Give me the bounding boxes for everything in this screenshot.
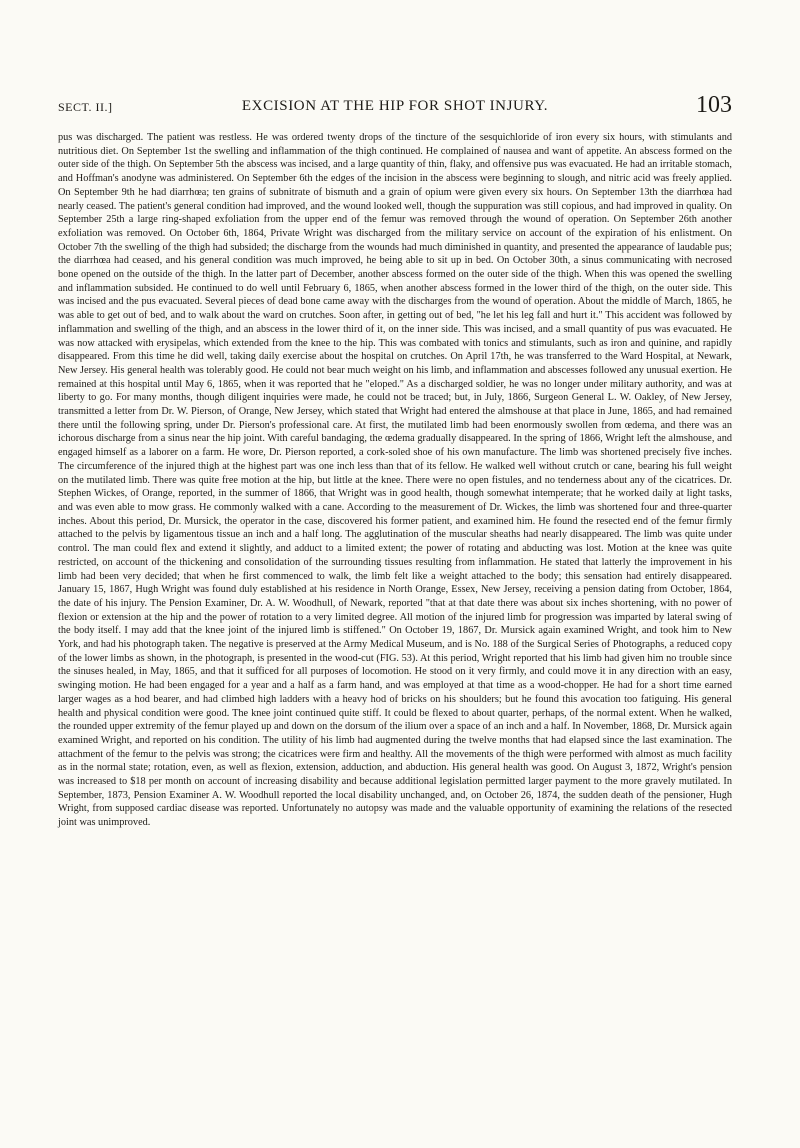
- running-header: [58, 93, 732, 117]
- section-label: SECT. II.]: [58, 100, 113, 114]
- page-running-title: EXCISION AT THE HIP FOR SHOT INJURY.: [241, 98, 549, 114]
- body-text: [58, 131, 732, 830]
- page-number: 103: [696, 92, 732, 118]
- body-paragraph: pus was discharged. The patient was restless. He was ordered twenty drops of the tincture of the sesquichloride of iron every six hours, with stimulants and nutritious diet. On September 1st the swelling and inflammation of the thigh continued. He complained of nausea and want of appetite. An abscess formed on the outer side of the thigh. On September 5th the abscess was incised, and a large quantity of thin, flaky, and offensive pus was evacuated. He had an irritable stomach, and Hoffman's anodyne was administered. On September 6th the edges of the incision in the abscess were beginning to slough, and nitric acid was freely applied. On September 9th he had diarrhœa; ten grains of subnitrate of bismuth and a grain of opium were given every six hours. On September 13th the diarrhœa had nearly ceased. The patient's general condition had improved, and the wound looked well, though the suppuration was still copious, and had improved in quality. On September 25th a large ring-shaped exfoliation from the upper end of the femur was removed through the wound of operation. On September 26th another exfoliation was removed. On October 6th, 1864, Private Wright was discharged from the military service on account of the expiration of his enlistment. On October 7th the swelling of the thigh had subsided; the discharge from the wounds had much diminished in quantity, and presented the appearance of laudable pus; the diarrhœa had ceased, and his general condition was much improved, he being able to sit up in bed. On October 30th, a sinus communicating with necrosed bone opened on the outside of the thigh. In the latter part of December, another abscess formed on the outer side of the thigh. When this was opened the swelling and inflammation subsided. He continued to do well until February 6, 1865, when another abscess formed in the lower third of the thigh, on the outer side. This was incised and the pus evacuated. Several pieces of dead bone came away with the discharges from the wound of operation. About the middle of March, 1865, he was able to get out of bed, and to walk about the ward on crutches. Soon after, in getting out of bed, "he let his leg fall and hurt it." This accident was followed by inflammation and swelling of the thigh, and an abscess in the lower third of it, on the inner side. This was incised, and a small quantity of pus was evacuated. He was now attacked with erysipelas, which extended from the knee to the hip. This was combated with tonics and stimulants, such as iron and quinine, and rapidly disappeared. From this time he did well, taking daily exercise about the hospital on crutches. On April 17th, he was transferred to the Ward Hospital, at Newark, New Jersey. His general health was tolerably good. He could not bear much weight on his limb, and inflammation and abscesses followed any unusual exertion. He remained at this hospital until May 6, 1865, when it was reported that he "eloped." As a discharged soldier, he was no longer under military authority, and was at liberty to go. For many months, though diligent inquiries were made, he could not be traced; but, in July, 1866, Surgeon General L. W. Oakley, of New Jersey, transmitted a letter from Dr. W. Pierson, of Orange, New Jersey, which stated that Wright had entered the almshouse at that place in June, 1865, and had remained there until the following spring, under Dr. Pierson's professional care. At first, the mutilated limb had been enormously swollen from œdema, and there was an ichorous discharge from a sinus near the hip joint. With careful bandaging, the œdema gradually disappeared. In the spring of 1866, Wright left the almshouse, and engaged himself as a laborer on a farm. He wore, Dr. Pierson reported, a cork-soled shoe of his own manufacture. The limb was shortened precisely five inches. The circumference of the injured thigh at the highest part was one inch less than that of its fellow. He walked well without crutch or cane, bearing his full weight on the mutilated limb. There was quite free motion at the hip, but little at the knee. There were no open fistules, and no tenderness about any of the cicatrices. Dr. Stephen Wickes, of Orange, reported, in the summer of 1866, that Wright was in good health, though somewhat intemperate; that he worked daily at light tasks, and was even able to mow grass. He commonly walked with a cane. According to the measurement of Dr. Wickes, the limb was shortened four and three-quarter inches. About this period, Dr. Mursick, the operator in the case, discovered his former patient, and examined him. He found the resected end of the femur firmly attached to the pelvis by ligamentous tissue an inch and a half long. The agglutination of the muscular sheaths had nearly disappeared. The limb was quite under control. The man could flex and extend it slightly, and adduct to a limited extent; the power of rotating and abducting was lost. Motion at the knee was quite restricted, on account of the thickening and consolidation of the surrounding tissues resulting from inflammation. He stated that latterly the improvement in his limb had been very decided; that when he first commenced to walk, the limb felt like a weight attached to the body; this sensation had entirely disappeared. January 15, 1867, Hugh Wright was found duly established at his residence in North Orange, Essex, New Jersey, receiving a pension dating from October, 1864, the date of his injury. The Pension Examiner, Dr. A. W. Woodhull, of Newark, reported "that at that date there was about six inches shortening, with no power of flexion or extension at the hip and the power of rotation to a very limited degree. All motion of the injured limb for progression was imparted by lateral swing of the body itself. I may add that the knee joint of the injured limb is stiffened." On October 19, 1867, Dr. Mursick again examined Wright, and took him to New York, and had his photograph taken. The negative is preserved at the Army Medical Museum, and is No. 188 of the Surgical Series of Photographs, a reduced copy of the lower limbs as shown, in the photograph, is presented in the wood-cut (FIG. 53). At this period, Wright reported that his limb had given him no trouble since the sinuses healed, in May, 1865, and that it sufficed for all purposes of locomotion. He stood on it very firmly, and could move it in any direction with an easy, swinging motion. He had been engaged for a year and a half as a farm hand, and was employed at that time as a wood-chopper. He had for a short time earned larger wages as a hod bearer, and had climbed high ladders with a heavy hod of bricks on his shoulders; but he found this avocation too fatiguing. His general health and physical condition were good. The knee joint continued quite stiff. It could be flexed to about quarter, perhaps, of the normal extent. When he walked, the rounded upper extremity of the femur played up and down on the dorsum of the ilium over a space of an inch and a half. In November, 1868, Dr. Mursick again examined Wright, and reported on his condition. The utility of his limb had augmented during the twelve months that had elapsed since the last examination. The attachment of the femur to the pelvis was strong; the cicatrices were firm and healthy. All the movements of the thigh were performed with almost as much facility as in the normal state; rotation, even, as well as flexion, extension, adduction, and abduction. His general health was good. On August 3, 1872, Wright's pension was increased to $18 per month on account of increasing disability and because additional legislation permitted larger payment to the more gravely mutilated. In September, 1873, Pension Examiner A. W. Woodhull reported the local disability unchanged, and, on October 26, 1874, the sudden death of the pensioner, Hugh Wright, from supposed cardiac disease was reported. Unfortunately no autopsy was made and the valuable opportunity of examining the relations of the resected joint was unimproved.: [58, 132, 732, 829]
